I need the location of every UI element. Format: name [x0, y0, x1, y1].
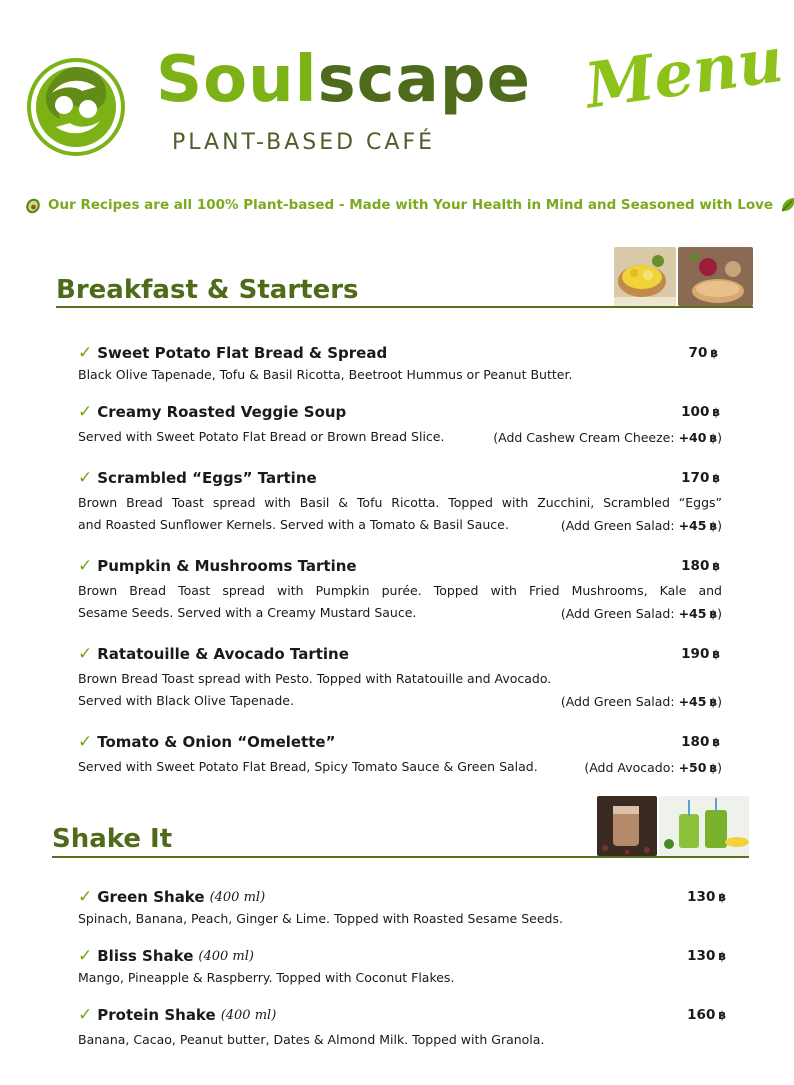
section-divider-shakes — [52, 856, 749, 858]
menu-item-price: 180 ฿ — [681, 558, 720, 574]
check-icon: ✓ — [78, 556, 93, 576]
menu-item-price: 130 ฿ — [687, 889, 726, 905]
menu-heading: Menu — [580, 22, 788, 123]
section-title-breakfast: Breakfast & Starters — [56, 275, 359, 305]
shake-photo-protein — [597, 796, 657, 856]
tagline — [24, 194, 774, 216]
tagline-text: Our Recipes are all 100% Plant-based - Made with Your Health in Mind and Seasoned with Love — [48, 197, 774, 213]
check-icon: ✓ — [78, 644, 93, 664]
leaf-icon — [779, 196, 794, 214]
avocado-icon — [24, 196, 42, 214]
menu-item-price: 190 ฿ — [681, 646, 720, 662]
menu-item-name: ✓ Creamy Roasted Veggie Soup — [78, 402, 347, 422]
menu-item-description: Sesame Seeds. Served with a Creamy Mustard Sauce. — [78, 605, 417, 620]
menu-item-name: ✓ Green Shake (400 ml) — [78, 887, 266, 907]
menu-item-description: Brown Bread Toast spread with Pumpkin purée. Topped with Fried Mushrooms, Kale and — [78, 583, 722, 598]
menu-item-description: Spinach, Banana, Peach, Ginger & Lime. Topped with Roasted Sesame Seeds. — [78, 911, 563, 926]
brand-name — [156, 43, 531, 117]
breakfast-photo-tartine — [614, 247, 676, 306]
brand-name-light: Soul — [156, 43, 318, 117]
section-title-shakes: Shake It — [52, 824, 173, 854]
brand-name-dark: scape — [317, 43, 531, 117]
menu-item-price: 180 ฿ — [681, 734, 720, 750]
menu-item-description: Served with Sweet Potato Flat Bread, Spicy Tomato Sauce & Green Salad. — [78, 759, 538, 774]
menu-item-description: Banana, Cacao, Peanut butter, Dates & Almond Milk. Topped with Granola. — [78, 1032, 545, 1047]
menu-item-price: 170 ฿ — [681, 470, 720, 486]
check-icon: ✓ — [78, 468, 93, 488]
check-icon: ✓ — [78, 732, 93, 752]
brand-subtitle: PLANT-BASED CAFÉ — [172, 130, 436, 155]
menu-item-price: 100 ฿ — [681, 404, 720, 420]
menu-item-addon: (Add Green Salad: +45 ฿) — [560, 606, 722, 621]
menu-item-description: Mango, Pineapple & Raspberry. Topped with Coconut Flakes. — [78, 970, 455, 985]
menu-item-name: ✓ Sweet Potato Flat Bread & Spread — [78, 343, 388, 363]
menu-item-name: ✓ Scrambled “Eggs” Tartine — [78, 468, 317, 488]
menu-item-description: Brown Bread Toast spread with Pesto. Topped with Ratatouille and Avocado. — [78, 671, 552, 686]
menu-item-addon: (Add Avocado: +50 ฿) — [584, 760, 722, 775]
menu-item-price: 130 ฿ — [687, 948, 726, 964]
menu-item-addon: (Add Cashew Cream Cheeze: +40 ฿) — [493, 430, 722, 445]
check-icon: ✓ — [78, 343, 93, 363]
breakfast-photo-flatbread — [678, 247, 753, 306]
menu-item-price: 160 ฿ — [687, 1007, 726, 1023]
menu-item-description: Served with Black Olive Tapenade. — [78, 693, 294, 708]
menu-item-addon: (Add Green Salad: +45 ฿) — [560, 518, 722, 533]
menu-item-name: ✓ Protein Shake (400 ml) — [78, 1005, 277, 1025]
shake-photo-green — [659, 796, 749, 856]
check-icon: ✓ — [78, 887, 93, 907]
menu-item-description: Served with Sweet Potato Flat Bread or Brown Bread Slice. — [78, 429, 445, 444]
menu-item-price: 70 ฿ — [688, 345, 718, 361]
check-icon: ✓ — [78, 1005, 93, 1025]
menu-item-name: ✓ Tomato & Onion “Omelette” — [78, 732, 336, 752]
soulscape-logo-icon — [26, 57, 126, 157]
check-icon: ✓ — [78, 946, 93, 966]
menu-item-addon: (Add Green Salad: +45 ฿) — [560, 694, 722, 709]
section-divider-breakfast — [56, 306, 753, 308]
check-icon: ✓ — [78, 402, 93, 422]
menu-item-name: ✓ Bliss Shake (400 ml) — [78, 946, 254, 966]
menu-item-name: ✓ Pumpkin & Mushrooms Tartine — [78, 556, 357, 576]
menu-item-description: Black Olive Tapenade, Tofu & Basil Ricotta, Beetroot Hummus or Peanut Butter. — [78, 367, 573, 382]
menu-item-name: ✓ Ratatouille & Avocado Tartine — [78, 644, 349, 664]
menu-item-description: Brown Bread Toast spread with Basil & Tofu Ricotta. Topped with Zucchini, Scrambled “Eggs” — [78, 495, 722, 510]
menu-item-description: and Roasted Sunflower Kernels. Served with a Tomato & Basil Sauce. — [78, 517, 509, 532]
